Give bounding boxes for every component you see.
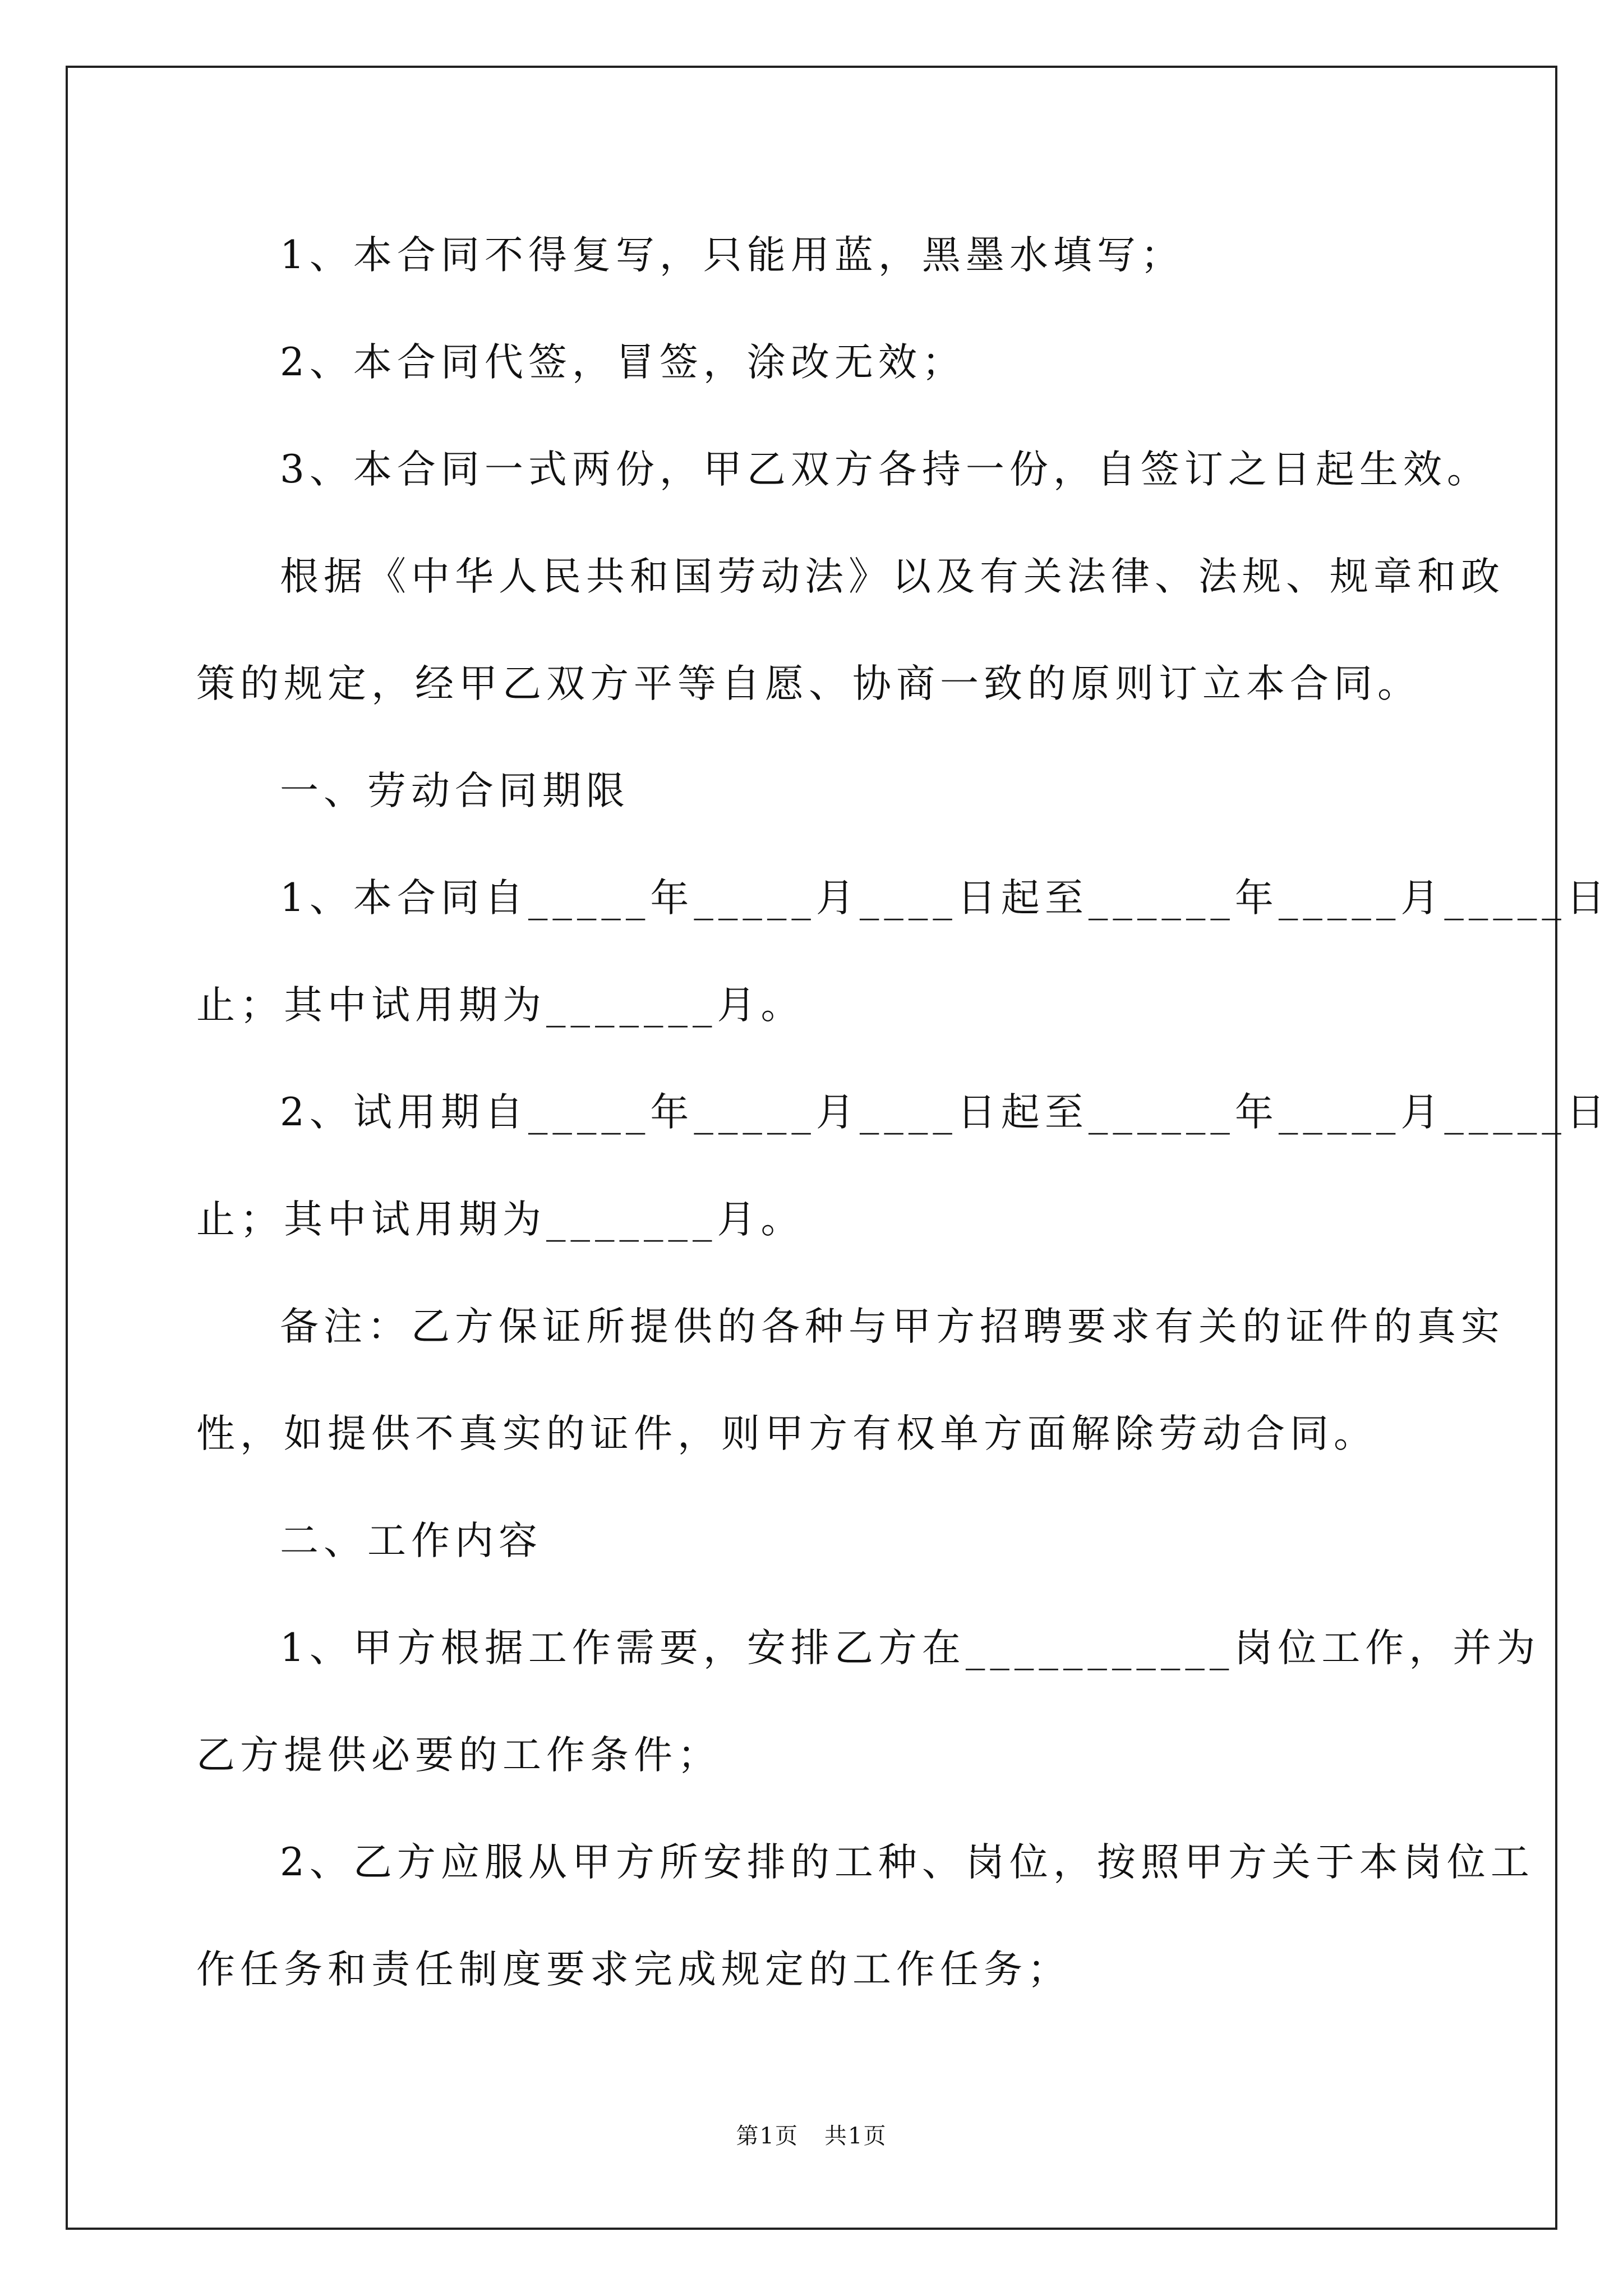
text-line: 作任务和责任制度要求完成规定的工作任务；	[196, 1947, 1071, 1992]
text-line: 备注：乙方保证所提供的各种与甲方招聘要求有关的证件的真实	[280, 1304, 1505, 1349]
page-footer	[0, 2118, 1623, 2150]
document-body	[196, 202, 1610, 2023]
text-line: 1、本合同自_____年_____月____日起至______年_____月_____日	[280, 876, 1610, 921]
text-line: 2、本合同代签，冒签，涂改无效；	[280, 340, 966, 385]
text-line: 1、本合同不得复写，只能用蓝，黑墨水填写；	[280, 233, 1184, 278]
page-total: 共1页	[824, 2123, 887, 2149]
text-line: 止；其中试用期为_______月。	[196, 983, 805, 1028]
text-line: 根据《中华人民共和国劳动法》以及有关法律、法规、规章和政	[280, 554, 1505, 599]
section-heading: 二、工作内容	[280, 1519, 542, 1563]
text-line: 性，如提供不真实的证件，则甲方有权单方面解除劳动合同。	[196, 1411, 1377, 1456]
text-line: 乙方提供必要的工作条件；	[196, 1733, 721, 1778]
section-heading: 一、劳动合同期限	[280, 769, 630, 813]
text-line: 3、本合同一式两份，甲乙双方各持一份，自签订之日起生效。	[280, 447, 1491, 492]
text-line: 2、乙方应服从甲方所安排的工种、岗位，按照甲方关于本岗位工	[280, 1840, 1534, 1885]
text-line: 1、甲方根据工作需要，安排乙方在___________岗位工作，并为	[280, 1626, 1541, 1671]
text-line: 策的规定，经甲乙双方平等自愿、协商一致的原则订立本合同。	[196, 661, 1421, 706]
text-line: 2、试用期自_____年_____月____日起至______年_____月_____日	[280, 1090, 1610, 1135]
page-number: 第1页	[736, 2123, 799, 2149]
text-line: 止；其中试用期为_______月。	[196, 1197, 805, 1242]
